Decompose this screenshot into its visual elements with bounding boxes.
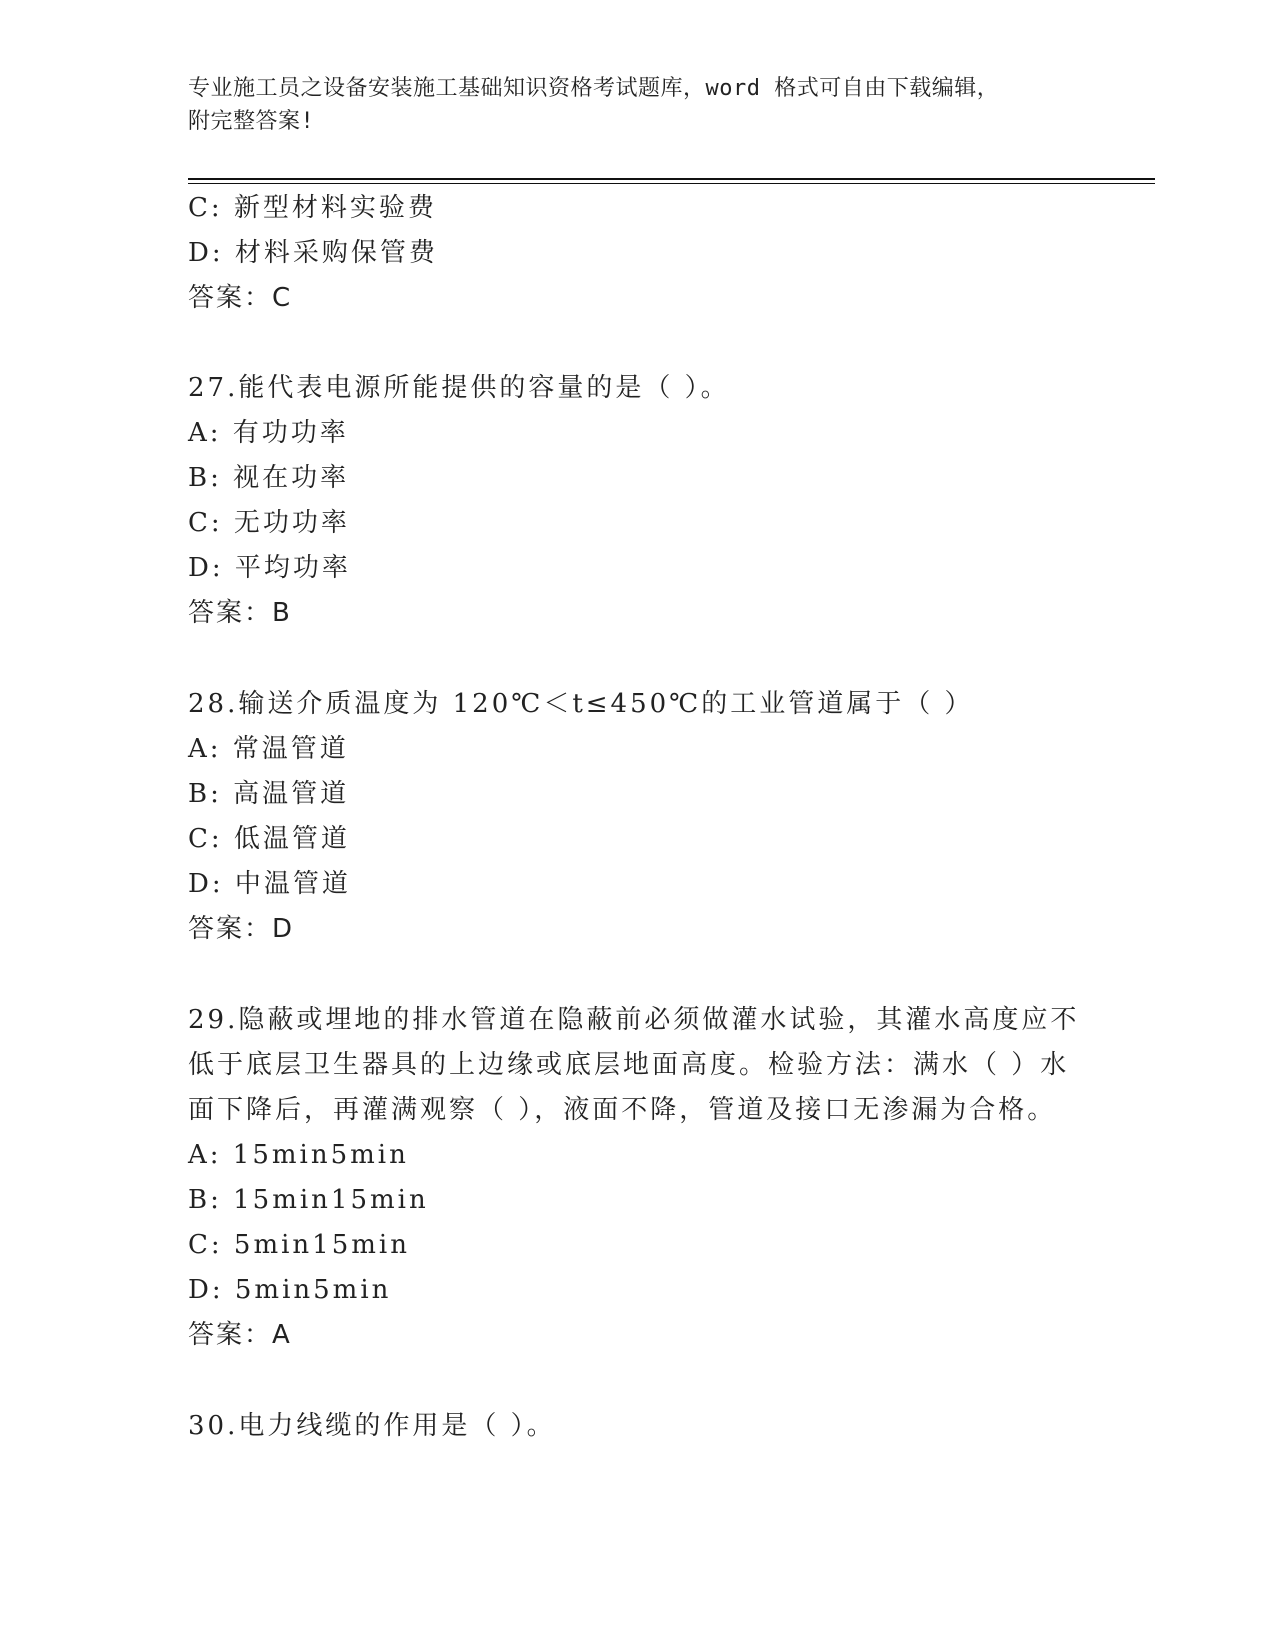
question-stem-line-3: 面下降后，再灌满观察（ ），液面不降，管道及接口无渗漏为合格。: [188, 1095, 1057, 1125]
question-stem: 30.电力线缆的作用是（ ）。: [188, 1411, 556, 1441]
option-d: D: 5min5min: [188, 1275, 392, 1305]
header-rule-thin: [188, 183, 1155, 184]
option-c: C: 低温管道: [188, 824, 350, 854]
option-d: D: 材料采购保管费: [188, 238, 438, 268]
option-a: A: 有功功率: [188, 418, 349, 448]
header-rule-thick: [188, 178, 1155, 180]
option-b: B: 视在功率: [188, 463, 350, 493]
answer-label: 答案：A: [188, 1320, 292, 1350]
header-line-1: 专业施工员之设备安装施工基础知识资格考试题库，word 格式可自由下载编辑，: [188, 76, 1000, 101]
answer-label: 答案：C: [188, 283, 293, 313]
question-stem-line-2: 低于底层卫生器具的上边缘或底层地面高度。检验方法：满水（ ）水: [188, 1050, 1070, 1080]
answer-label: 答案：D: [188, 914, 295, 944]
option-c: C: 5min15min: [188, 1230, 410, 1260]
header-line-2: 附完整答案!: [188, 109, 315, 134]
answer-label: 答案：B: [188, 598, 292, 628]
option-c: C: 无功功率: [188, 508, 350, 538]
option-b: B: 15min15min: [188, 1185, 429, 1215]
option-d: D: 中温管道: [188, 869, 351, 899]
option-a: A: 常温管道: [188, 734, 349, 764]
question-stem: 27.能代表电源所能提供的容量的是（ ）。: [188, 373, 730, 403]
document-header: [188, 72, 1088, 138]
option-b: B: 高温管道: [188, 779, 350, 809]
question-stem: 28.输送介质温度为 120℃＜t≤450℃的工业管道属于（ ）: [188, 689, 974, 719]
option-a: A: 15min5min: [188, 1140, 409, 1170]
option-c: C: 新型材料实验费: [188, 193, 437, 223]
question-stem-line-1: 29.隐蔽或埋地的排水管道在隐蔽前必须做灌水试验，其灌水高度应不: [188, 1005, 1080, 1035]
option-d: D: 平均功率: [188, 553, 351, 583]
